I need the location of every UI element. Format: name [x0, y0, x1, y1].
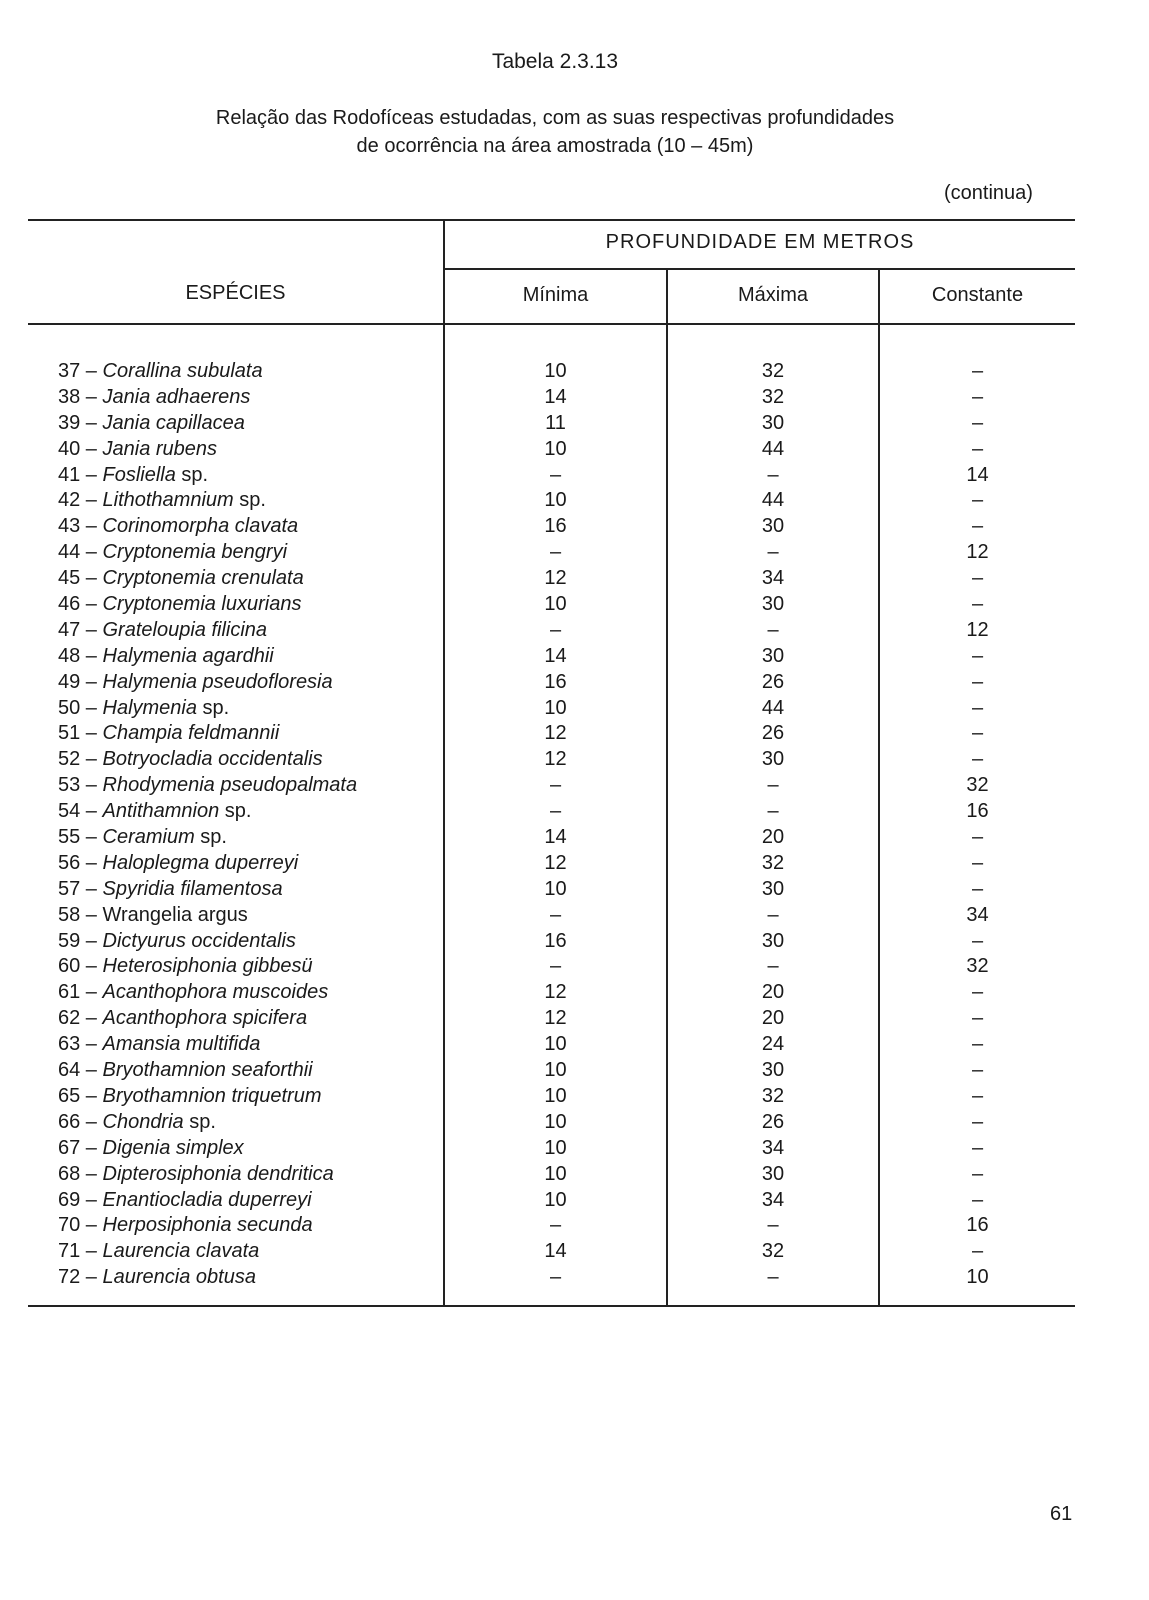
- table-row: [28, 1136, 1075, 1162]
- maxima-cell: 26: [761, 722, 785, 745]
- species-number: 56 –: [58, 851, 97, 874]
- species-name: Laurencia obtusa: [102, 1266, 256, 1289]
- constante-cell: –: [971, 360, 984, 382]
- species-name: Jania rubens: [102, 437, 218, 460]
- species-cell: [58, 1188, 312, 1214]
- constante-cell: –: [971, 851, 984, 874]
- table-bottom-rule: [28, 1305, 1075, 1307]
- species-name: Enantiocladia duperreyi: [102, 1188, 312, 1211]
- minima-cell: –: [549, 463, 562, 486]
- species-number: 71 –: [58, 1240, 97, 1263]
- species-cell: [58, 566, 304, 592]
- minima-cell: 10: [544, 1188, 567, 1211]
- maxima-cell: –: [767, 1214, 779, 1237]
- table-row: [28, 1084, 1075, 1110]
- species-suffix: sp.: [194, 826, 227, 849]
- table-row: [28, 825, 1075, 851]
- table-row: [28, 411, 1075, 437]
- minima-cell: 12: [544, 722, 567, 745]
- species-number: 42 –: [58, 489, 97, 512]
- minima-cell: 14: [544, 385, 567, 408]
- species-cell: [58, 359, 263, 385]
- species-cell: [58, 954, 313, 980]
- species-name: Halymenia: [102, 696, 197, 719]
- species-name: Bryothamnion seaforthii: [102, 1059, 313, 1082]
- constante-cell: –: [971, 1007, 984, 1030]
- minima-cell: 12: [544, 1007, 567, 1030]
- constante-cell: –: [971, 929, 984, 952]
- species-name: Antithamnion: [102, 800, 220, 823]
- constante-cell: –: [971, 437, 984, 460]
- species-number: 58 –: [58, 903, 97, 926]
- table-row: [28, 1188, 1075, 1214]
- minima-cell: –: [549, 955, 562, 978]
- species-number: 63 –: [58, 1033, 97, 1056]
- header-profundidade: PROFUNDIDADE EM METROS: [605, 231, 915, 253]
- table-row: [28, 566, 1075, 592]
- table-top-rule: [28, 219, 1075, 221]
- maxima-cell: 24: [761, 1033, 785, 1056]
- species-number: 44 –: [58, 541, 97, 564]
- species-name: Botryocladia occidentalis: [102, 748, 323, 771]
- species-number: 39 –: [58, 411, 97, 434]
- constante-cell: –: [971, 515, 984, 538]
- maxima-cell: 32: [761, 1084, 785, 1107]
- species-cell: [58, 696, 229, 722]
- constante-cell: 34: [966, 903, 989, 926]
- species-cell: [58, 1006, 307, 1032]
- species-cell: [58, 463, 208, 489]
- header-especies: ESPÉCIES: [185, 282, 286, 304]
- maxima-cell: –: [767, 1266, 779, 1289]
- table-row: [28, 437, 1075, 463]
- species-number: 46 –: [58, 593, 97, 616]
- species-number: 59 –: [58, 929, 97, 952]
- constante-cell: –: [971, 1162, 984, 1185]
- constante-cell: 32: [966, 955, 989, 978]
- species-cell: [58, 721, 279, 747]
- species-name: Cryptonemia luxurians: [102, 593, 302, 616]
- species-cell: [58, 1084, 321, 1110]
- minima-cell: 10: [544, 1059, 567, 1082]
- constante-cell: –: [971, 826, 984, 849]
- minima-cell: 16: [544, 515, 567, 538]
- constante-cell: 14: [966, 463, 989, 486]
- maxima-cell: 32: [761, 385, 785, 408]
- species-name: Dictyurus occidentalis: [102, 929, 296, 952]
- species-number: 70 –: [58, 1214, 97, 1237]
- table-row: [28, 929, 1075, 955]
- table-row: [28, 1239, 1075, 1265]
- table-row: [28, 1213, 1075, 1239]
- species-cell: [58, 540, 287, 566]
- minima-cell: 11: [545, 411, 566, 434]
- minima-cell: 14: [544, 1240, 567, 1263]
- table-row: [28, 514, 1075, 540]
- species-cell: [58, 437, 217, 463]
- species-name: Bryothamnion triquetrum: [102, 1084, 322, 1107]
- species-cell: [58, 592, 301, 618]
- species-cell: [58, 514, 298, 540]
- minima-cell: –: [549, 541, 562, 564]
- maxima-cell: 32: [761, 360, 785, 382]
- species-number: 52 –: [58, 748, 97, 771]
- species-cell: [58, 799, 252, 825]
- header-minima: Mínima: [522, 284, 589, 306]
- constante-cell: –: [971, 489, 984, 512]
- table-row: [28, 1058, 1075, 1084]
- constante-cell: 16: [966, 800, 989, 823]
- table-row: [28, 1265, 1075, 1291]
- table-row: [28, 903, 1075, 929]
- maxima-cell: 20: [761, 1007, 785, 1030]
- table-row: [28, 540, 1075, 566]
- constante-cell: –: [971, 385, 984, 408]
- species-cell: [58, 1162, 334, 1188]
- constante-cell: –: [971, 877, 984, 900]
- minima-cell: –: [549, 1214, 562, 1237]
- maxima-cell: 30: [761, 411, 785, 434]
- table-row: [28, 773, 1075, 799]
- species-cell: [58, 980, 328, 1006]
- species-name: Lithothamnium: [102, 489, 234, 512]
- minima-cell: 12: [544, 748, 567, 771]
- species-name: Jania capillacea: [102, 411, 245, 434]
- maxima-cell: –: [767, 903, 779, 926]
- species-name: Corallina subulata: [102, 360, 263, 382]
- species-suffix: sp.: [219, 800, 252, 823]
- minima-cell: 12: [544, 851, 567, 874]
- table-row: [28, 1032, 1075, 1058]
- table-body: [28, 359, 1075, 1291]
- constante-cell: –: [971, 411, 984, 434]
- table-row: [28, 488, 1075, 514]
- table-subtitle: [0, 104, 1110, 160]
- species-name: Haloplegma duperreyi: [102, 851, 299, 874]
- species-suffix: sp.: [175, 463, 209, 486]
- table-row: [28, 644, 1075, 670]
- species-number: 48 –: [58, 644, 97, 667]
- species-cell: [58, 773, 357, 799]
- species-number: 43 –: [58, 515, 97, 538]
- species-number: 40 –: [58, 437, 97, 460]
- maxima-cell: 30: [761, 1059, 785, 1082]
- species-cell: [58, 488, 266, 514]
- species-number: 64 –: [58, 1059, 97, 1082]
- species-number: 37 –: [58, 360, 97, 382]
- maxima-cell: 20: [761, 826, 785, 849]
- minima-cell: 10: [544, 1084, 567, 1107]
- maxima-cell: 26: [761, 670, 785, 693]
- header-mid-rule: [445, 268, 1075, 270]
- table-row: [28, 385, 1075, 411]
- table-row: [28, 463, 1075, 489]
- maxima-cell: 44: [761, 696, 785, 719]
- maxima-cell: 34: [761, 567, 785, 590]
- maxima-cell: 32: [761, 851, 785, 874]
- maxima-cell: 30: [761, 1162, 785, 1185]
- constante-cell: 12: [966, 618, 989, 641]
- species-suffix: Wrangelia argus: [102, 903, 248, 926]
- species-number: 54 –: [58, 800, 97, 823]
- table-row: [28, 721, 1075, 747]
- species-cell: [58, 903, 248, 929]
- constante-cell: –: [971, 748, 984, 771]
- table-row: [28, 618, 1075, 644]
- minima-cell: –: [549, 800, 562, 823]
- species-cell: [58, 618, 267, 644]
- table-row: [28, 954, 1075, 980]
- species-name: Cryptonemia crenulata: [102, 567, 304, 590]
- header-constante: Constante: [931, 284, 1024, 306]
- species-name: Rhodymenia pseudopalmata: [102, 774, 358, 797]
- maxima-cell: –: [767, 618, 779, 641]
- constante-cell: –: [971, 1188, 984, 1211]
- constante-cell: –: [971, 1110, 984, 1133]
- species-number: 47 –: [58, 618, 97, 641]
- table-row: [28, 851, 1075, 877]
- minima-cell: 12: [544, 567, 567, 590]
- species-number: 72 –: [58, 1266, 97, 1289]
- maxima-cell: 26: [761, 1110, 785, 1133]
- maxima-cell: 34: [761, 1188, 785, 1211]
- species-name: Grateloupia filicina: [102, 618, 268, 641]
- species-number: 50 –: [58, 696, 97, 719]
- constante-cell: –: [971, 981, 984, 1004]
- constante-cell: 12: [966, 541, 989, 564]
- constante-cell: 32: [966, 774, 989, 797]
- species-cell: [58, 1239, 259, 1265]
- constante-cell: –: [971, 593, 984, 616]
- table-row: [28, 980, 1075, 1006]
- table-row: [28, 1110, 1075, 1136]
- constante-cell: –: [971, 722, 984, 745]
- constante-cell: –: [971, 1084, 984, 1107]
- table-row: [28, 1162, 1075, 1188]
- species-number: 69 –: [58, 1188, 97, 1211]
- species-cell: [58, 1213, 313, 1239]
- maxima-cell: 32: [761, 1240, 785, 1263]
- page-number: 61: [1050, 1503, 1073, 1525]
- species-name: Dipterosiphonia dendritica: [102, 1162, 334, 1185]
- species-name: Halymenia agardhii: [102, 644, 274, 667]
- minima-cell: 10: [544, 1033, 567, 1056]
- species-number: 61 –: [58, 981, 97, 1004]
- constante-cell: 10: [966, 1266, 989, 1289]
- maxima-cell: 30: [761, 877, 785, 900]
- species-cell: [58, 1058, 313, 1084]
- maxima-cell: 30: [761, 748, 785, 771]
- species-name: Fosliella: [102, 463, 176, 486]
- minima-cell: 10: [544, 1136, 567, 1159]
- minima-cell: –: [549, 774, 562, 797]
- table-row: [28, 747, 1075, 773]
- constante-cell: –: [971, 644, 984, 667]
- species-cell: [58, 929, 296, 955]
- minima-cell: 10: [544, 593, 567, 616]
- minima-cell: 10: [544, 489, 567, 512]
- header-bottom-rule: [28, 323, 1075, 325]
- minima-cell: 16: [544, 670, 567, 693]
- species-suffix: sp.: [233, 489, 266, 512]
- minima-cell: 10: [544, 437, 567, 460]
- constante-cell: –: [971, 1033, 984, 1056]
- species-number: 45 –: [58, 567, 97, 590]
- maxima-cell: –: [767, 541, 779, 564]
- maxima-cell: 30: [761, 593, 785, 616]
- species-name: Acanthophora spicifera: [102, 1007, 308, 1030]
- minima-cell: 10: [544, 877, 567, 900]
- constante-cell: –: [971, 1240, 984, 1263]
- species-number: 62 –: [58, 1007, 97, 1030]
- species-cell: [58, 851, 298, 877]
- table-row: [28, 592, 1075, 618]
- maxima-cell: –: [767, 955, 779, 978]
- species-name: Champia feldmannii: [102, 722, 280, 745]
- species-number: 53 –: [58, 774, 97, 797]
- species-name: Acanthophora muscoides: [102, 981, 329, 1004]
- maxima-cell: 34: [761, 1136, 785, 1159]
- species-number: 51 –: [58, 722, 97, 745]
- species-name: Spyridia filamentosa: [102, 877, 283, 900]
- maxima-cell: –: [767, 774, 779, 797]
- table-row: [28, 877, 1075, 903]
- species-cell: [58, 385, 250, 411]
- minima-cell: 10: [544, 1162, 567, 1185]
- species-number: 66 –: [58, 1110, 97, 1133]
- species-number: 65 –: [58, 1084, 97, 1107]
- species-name: Amansia multifida: [102, 1033, 261, 1056]
- table-title: Tabela 2.3.13: [491, 50, 619, 73]
- species-cell: [58, 411, 245, 437]
- table-row: [28, 799, 1075, 825]
- species-name: Digenia simplex: [102, 1136, 244, 1159]
- species-name: Herposiphonia secunda: [102, 1214, 313, 1237]
- species-cell: [58, 1136, 244, 1162]
- maxima-cell: 44: [761, 437, 785, 460]
- species-cell: [58, 747, 323, 773]
- minima-cell: 10: [544, 1110, 567, 1133]
- maxima-cell: –: [767, 800, 779, 823]
- species-number: 41 –: [58, 463, 97, 486]
- species-number: 67 –: [58, 1136, 97, 1159]
- species-number: 49 –: [58, 670, 97, 693]
- minima-cell: 12: [544, 981, 567, 1004]
- minima-cell: 14: [544, 826, 567, 849]
- species-cell: [58, 670, 333, 696]
- species-cell: [58, 644, 274, 670]
- maxima-cell: 44: [761, 489, 785, 512]
- constante-cell: –: [971, 1059, 984, 1082]
- minima-cell: 10: [544, 696, 567, 719]
- species-cell: [58, 877, 283, 903]
- minima-cell: –: [549, 618, 562, 641]
- constante-cell: –: [971, 696, 984, 719]
- species-suffix: sp.: [183, 1110, 216, 1133]
- maxima-cell: –: [767, 463, 779, 486]
- minima-cell: –: [549, 903, 562, 926]
- species-number: 38 –: [58, 385, 97, 408]
- constante-cell: 16: [966, 1214, 989, 1237]
- species-number: 60 –: [58, 955, 97, 978]
- constante-cell: –: [971, 567, 984, 590]
- species-number: 68 –: [58, 1162, 97, 1185]
- species-name: Halymenia pseudofloresia: [102, 670, 333, 693]
- minima-cell: 16: [544, 929, 567, 952]
- table-row: [28, 1006, 1075, 1032]
- species-name: Corinomorpha clavata: [102, 515, 299, 538]
- table-row: [28, 359, 1075, 385]
- species-name: Jania adhaerens: [102, 385, 251, 408]
- minima-cell: –: [549, 1266, 562, 1289]
- species-cell: [58, 1032, 260, 1058]
- species-number: 55 –: [58, 826, 97, 849]
- maxima-cell: 30: [761, 515, 785, 538]
- minima-cell: 14: [544, 644, 567, 667]
- species-name: Laurencia clavata: [102, 1240, 260, 1263]
- maxima-cell: 30: [761, 644, 785, 667]
- species-name: Ceramium: [102, 826, 195, 849]
- subtitle-line-1: Relação das Rodofíceas estudadas, com as suas respectivas profundidades: [215, 107, 895, 129]
- continua-note: (continua): [944, 182, 1033, 204]
- header-maxima: Máxima: [737, 284, 808, 306]
- species-cell: [58, 1265, 256, 1291]
- constante-cell: –: [971, 670, 984, 693]
- subtitle-line-2: de ocorrência na área amostrada (10 – 45m): [356, 135, 754, 157]
- table-row: [28, 696, 1075, 722]
- species-cell: [58, 825, 227, 851]
- species-suffix: sp.: [196, 696, 230, 719]
- table-row: [28, 670, 1075, 696]
- species-name: Chondria: [102, 1110, 184, 1133]
- maxima-cell: 20: [761, 981, 785, 1004]
- minima-cell: 10: [544, 360, 567, 382]
- maxima-cell: 30: [761, 929, 785, 952]
- species-number: 57 –: [58, 877, 97, 900]
- constante-cell: –: [971, 1136, 984, 1159]
- species-cell: [58, 1110, 216, 1136]
- species-name: Heterosiphonia gibbesü: [102, 955, 313, 978]
- species-name: Cryptonemia bengryi: [102, 541, 288, 564]
